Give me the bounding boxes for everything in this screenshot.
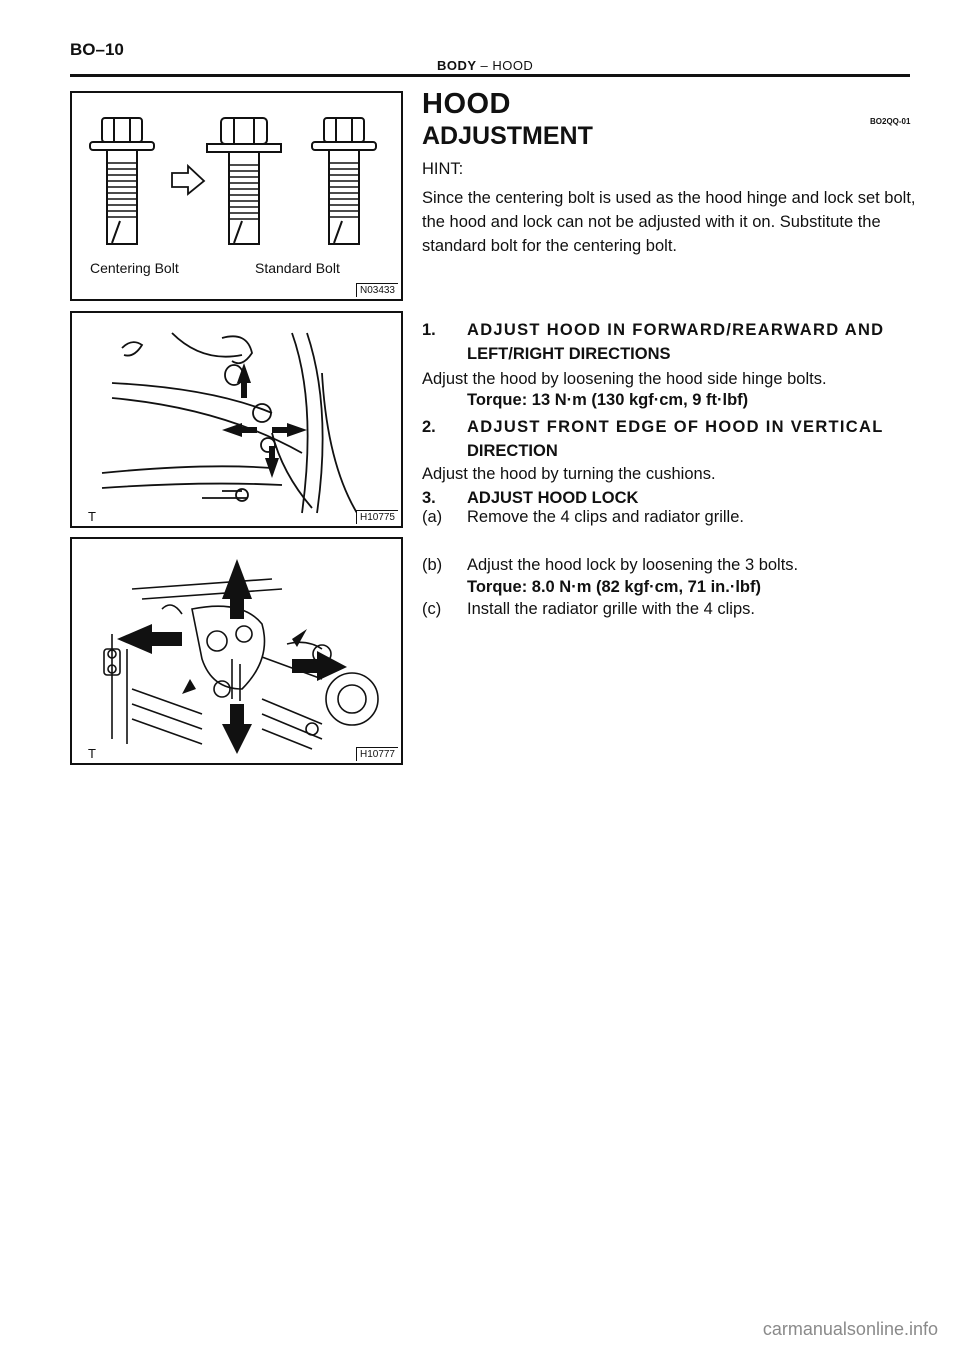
step-3b-torque: Torque: 8.0 N·m (82 kgf·cm, 71 in.·lbf) [467, 578, 761, 596]
caption-standard-bolt: Standard Bolt [255, 260, 340, 276]
step-3a [422, 508, 744, 527]
document-code: BO2QQ-01 [870, 117, 911, 126]
hinge-illustration [72, 313, 401, 526]
step-number: 3. [422, 489, 436, 507]
page-title: HOOD [422, 88, 511, 120]
step-title-line1: ADJUST HOOD IN FORWARD/REARWARD AND [467, 321, 885, 339]
page-code: BO–10 [70, 40, 124, 59]
sub-step-label: (a) [422, 508, 443, 526]
header-rule [70, 74, 910, 77]
tool-mark: T [88, 509, 96, 524]
running-header [437, 58, 533, 73]
watermark: carmanualsonline.info [762, 1319, 938, 1339]
sub-step-label: (c) [422, 600, 442, 618]
step-title-line1: ADJUST FRONT EDGE OF HOOD IN VERTICAL [467, 418, 884, 436]
figure-hood-hinge [70, 311, 403, 528]
step-1-torque: Torque: 13 N·m (130 kgf·cm, 9 ft·lbf) [467, 391, 749, 409]
header-subsection: HOOD [492, 58, 534, 73]
header-separator: – [480, 58, 489, 73]
figure-code: H10775 [356, 510, 398, 524]
figure-code: H10777 [356, 747, 398, 761]
step-2 [422, 415, 922, 463]
step-number: 1. [422, 321, 436, 339]
sub-step-text: Adjust the hood lock by loosening the 3 bolts. [467, 556, 799, 574]
figure-code: N03433 [356, 283, 398, 297]
tool-mark: T [88, 746, 96, 761]
step-3 [422, 486, 922, 510]
sub-step-label: (b) [422, 556, 443, 574]
step-title-line2: DIRECTION [467, 442, 558, 460]
header-section: BODY [437, 58, 477, 73]
figure-bolts [70, 91, 403, 301]
hint-label: HINT: [422, 160, 464, 178]
step-3b [422, 556, 798, 575]
section-title: ADJUSTMENT [422, 122, 593, 150]
figure-hood-lock [70, 537, 403, 765]
hint-text: Since the centering bolt is used as the hood hinge and lock set bolt, the hood and lock can not be adjusted with it on. Substitute the standard bolt for the centering bolt. [422, 189, 916, 255]
sub-step-text: Remove the 4 clips and radiator grille. [467, 508, 744, 526]
step-1 [422, 318, 922, 366]
step-3c [422, 600, 755, 619]
step-title-line2: LEFT/RIGHT DIRECTIONS [467, 345, 671, 363]
step-2-description: Adjust the hood by turning the cushions. [422, 465, 716, 483]
step-number: 2. [422, 418, 436, 436]
step-1-description: Adjust the hood by loosening the hood side hinge bolts. [422, 370, 827, 388]
caption-centering-bolt: Centering Bolt [90, 260, 179, 276]
sub-step-text: Install the radiator grille with the 4 clips. [467, 600, 755, 618]
step-title-line1: ADJUST HOOD LOCK [467, 489, 639, 507]
hood-lock-illustration [72, 539, 401, 763]
